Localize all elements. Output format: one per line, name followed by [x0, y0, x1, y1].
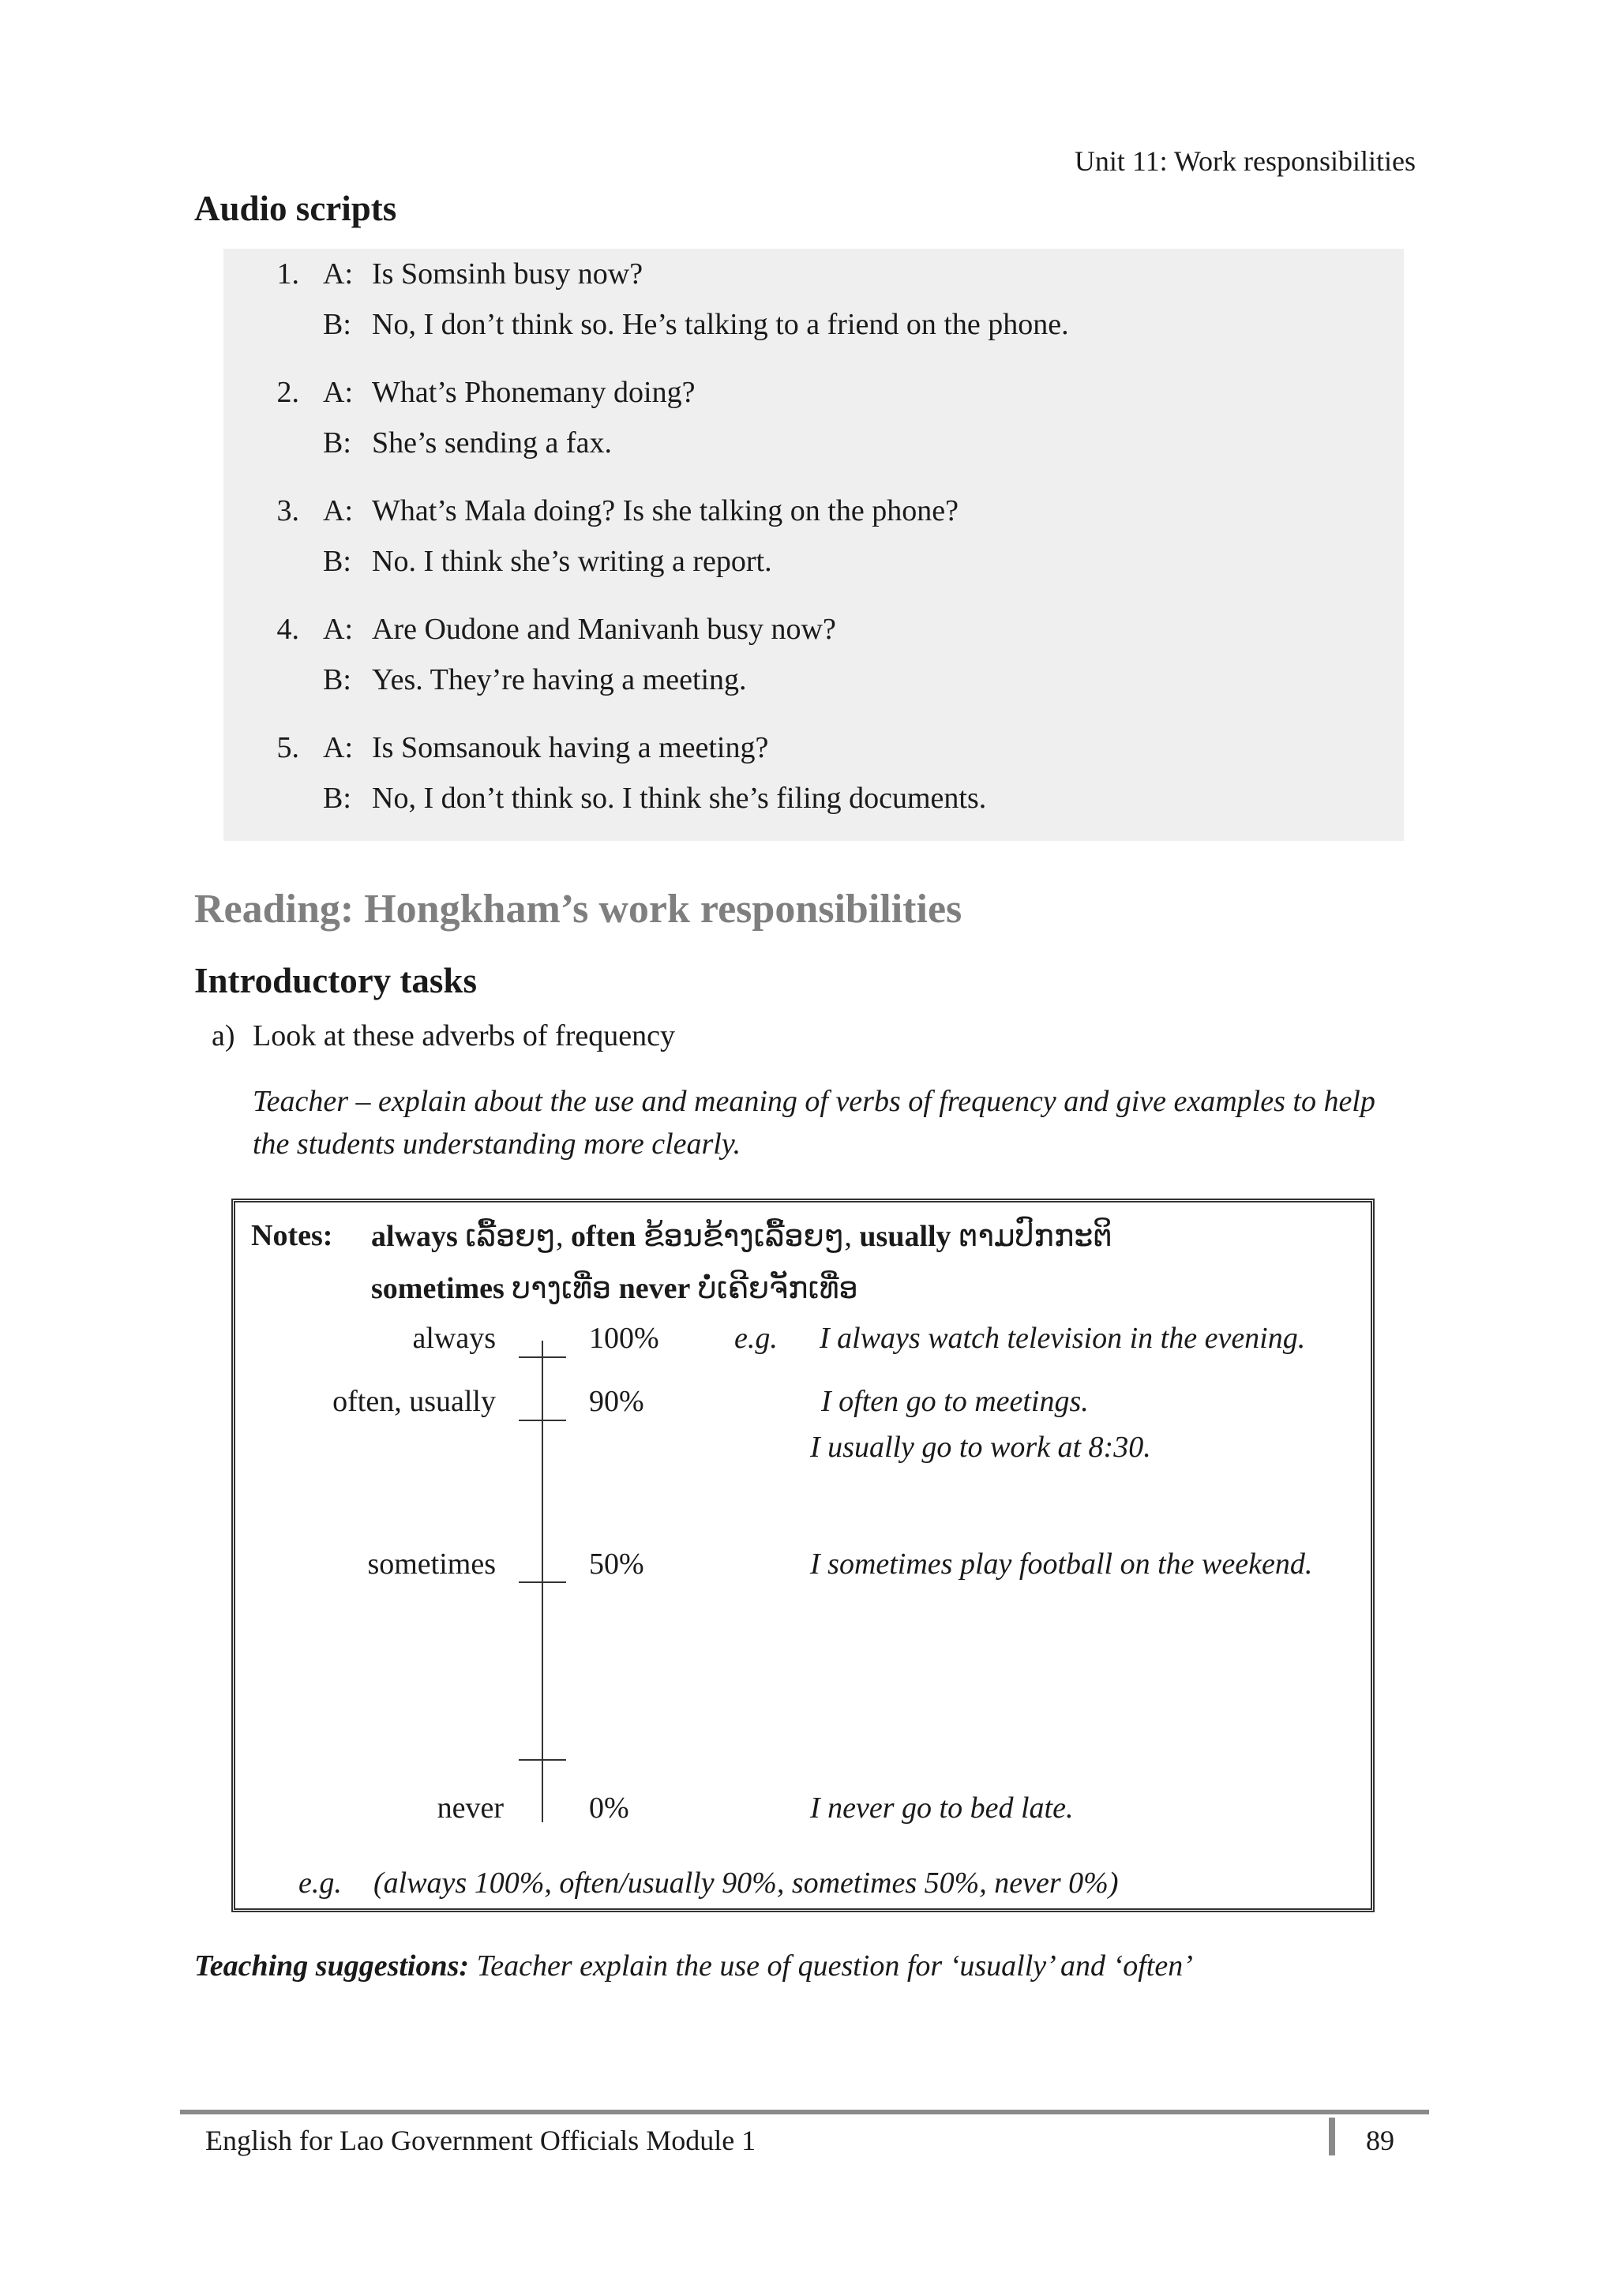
lao-usually: ຕາມປົກກະຕິ	[959, 1220, 1112, 1253]
vocab-often: often	[571, 1220, 636, 1253]
audio-scripts-box	[223, 249, 1404, 841]
tick-0	[519, 1759, 566, 1761]
speaker-label: B:	[323, 782, 351, 815]
footer-separator	[1329, 2118, 1335, 2155]
notes-vocab-line-1	[371, 1218, 1112, 1254]
dialogue-number: 4.	[276, 613, 299, 646]
teacher-note: Teacher – explain about the use and meaning of verbs of frequency and give examples to help the students understanding more clearly.	[253, 1085, 1375, 1161]
scale-label-often-usually: often, usually	[332, 1385, 496, 1418]
speaker-label: B:	[323, 426, 351, 460]
dialogue-text: What’s Mala doing? Is she talking on the phone?	[372, 494, 959, 527]
lao-always: ເລື້ອຍໆ,	[465, 1220, 564, 1253]
dialogue-text: She’s sending a fax.	[372, 426, 612, 460]
speaker-label: A:	[323, 376, 353, 409]
task-label: a)	[212, 1019, 235, 1052]
scale-label-never: never	[437, 1791, 504, 1825]
percent-0: 0%	[589, 1791, 629, 1825]
example-never: I never go to bed late.	[810, 1791, 1074, 1825]
eg-label: e.g.	[734, 1322, 778, 1355]
footer-title: English for Lao Government Officials Module 1	[205, 2125, 756, 2156]
scale-label-always: always	[412, 1322, 496, 1355]
percent-90: 90%	[589, 1385, 644, 1418]
dialogue-text: No, I don’t think so. He’s talking to a friend on the phone.	[372, 308, 1069, 341]
tick-100	[519, 1356, 566, 1358]
speaker-label: B:	[323, 663, 351, 696]
teaching-suggestions-label: Teaching suggestions:	[194, 1949, 470, 1983]
dialogue-text: No, I don’t think so. I think she’s filing documents.	[372, 782, 987, 815]
tick-90	[519, 1420, 566, 1421]
task-text: Look at these adverbs of frequency	[253, 1019, 675, 1052]
tick-50	[519, 1581, 566, 1583]
notes-line-1	[251, 1218, 332, 1253]
lao-sometimes: ບາງເທື່ອ	[512, 1272, 612, 1305]
audio-scripts-heading: Audio scripts	[194, 189, 397, 228]
example-sometimes: I sometimes play football on the weekend.	[810, 1548, 1313, 1581]
footer-rule	[180, 2110, 1429, 2114]
running-header: Unit 11: Work responsibilities	[1074, 145, 1416, 177]
speaker-label: B:	[323, 308, 351, 341]
dialogue-number: 5.	[276, 731, 299, 764]
dialogue-text: Is Somsinh busy now?	[372, 257, 643, 291]
speaker-label: A:	[323, 613, 353, 646]
dialogue-text: What’s Phonemany doing?	[372, 376, 696, 409]
dialogue-number: 3.	[276, 494, 299, 527]
dialogue-text: Are Oudone and Manivanh busy now?	[372, 613, 836, 646]
percent-100: 100%	[589, 1322, 659, 1355]
summary-eg-label: e.g.	[298, 1866, 342, 1900]
vocab-usually: usually	[859, 1220, 951, 1253]
vocab-sometimes: sometimes	[371, 1272, 505, 1305]
dialogue-number: 1.	[276, 257, 299, 291]
speaker-label: A:	[323, 731, 353, 764]
summary-percentages: (always 100%, often/usually 90%, sometimes 50%, never 0%)	[373, 1866, 1119, 1900]
percent-50: 50%	[589, 1548, 644, 1581]
example-always: I always watch television in the evening.	[820, 1322, 1306, 1355]
speaker-label: A:	[323, 257, 353, 291]
introductory-tasks-heading: Introductory tasks	[194, 961, 477, 1000]
reading-heading: Reading: Hongkham’s work responsibilities	[194, 887, 962, 932]
notes-label: Notes:	[251, 1219, 333, 1252]
speaker-label: B:	[323, 545, 351, 578]
example-usually: I usually go to work at 8:30.	[810, 1431, 1151, 1464]
speaker-label: A:	[323, 494, 353, 527]
dialogue-text: No. I think she’s writing a report.	[372, 545, 772, 578]
dialogue-number: 2.	[276, 376, 299, 409]
teaching-suggestions	[194, 1949, 1193, 1983]
lao-often: ຂ້ອນຂ້າງເລື້ອຍໆ,	[643, 1220, 852, 1253]
scale-label-sometimes: sometimes	[367, 1548, 496, 1581]
notes-vocab-line-2	[371, 1270, 858, 1306]
example-often: I often go to meetings.	[821, 1385, 1089, 1418]
page-number: 89	[1366, 2125, 1394, 2156]
dialogue-text: Is Somsanouk having a meeting?	[372, 731, 769, 764]
notes-box	[231, 1199, 1375, 1912]
teaching-suggestions-text: Teacher explain the use of question for ‘usually’ and ‘often’	[476, 1949, 1193, 1983]
task-a	[212, 1019, 675, 1053]
lao-never: ບໍ່ເຄີຍຈັກເທື່ອ	[697, 1272, 858, 1305]
vocab-never: never	[618, 1272, 691, 1305]
dialogue-text: Yes. They’re having a meeting.	[372, 663, 747, 696]
vocab-always: always	[371, 1220, 458, 1253]
